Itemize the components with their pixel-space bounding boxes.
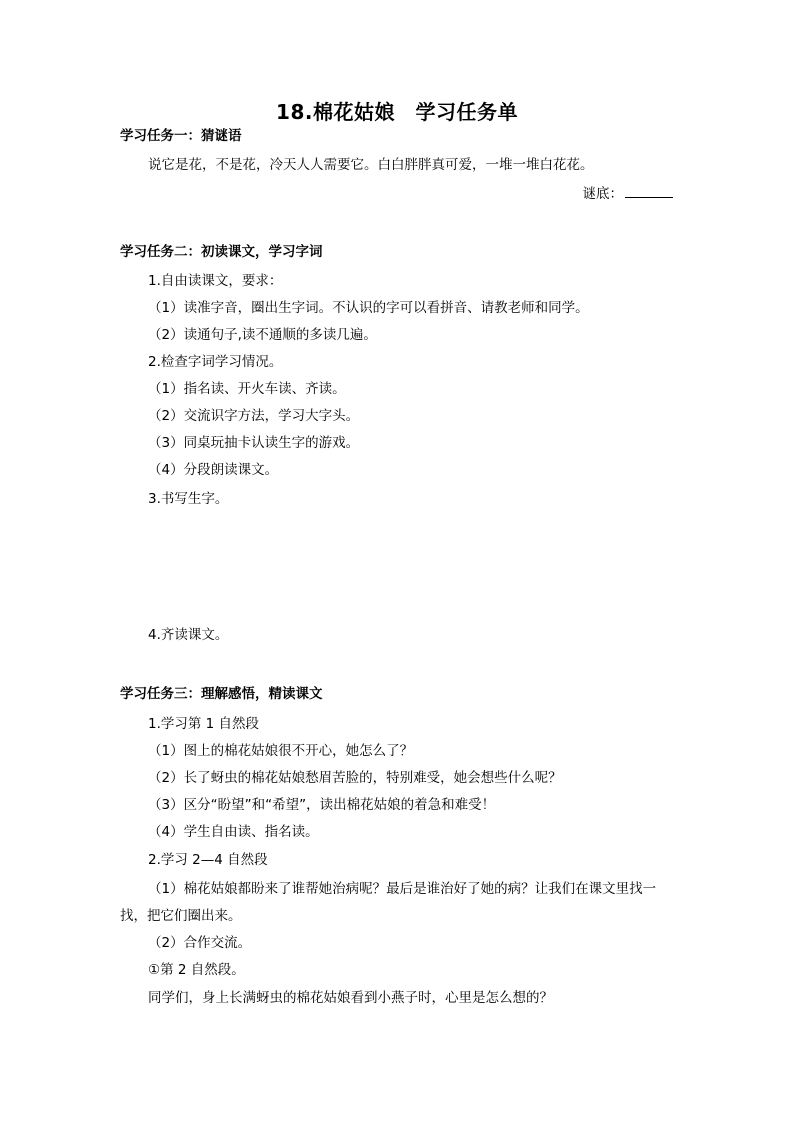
task2-line: （3）同桌玩抽卡认读生字的游戏。	[148, 435, 360, 451]
riddle-text: 说它是花，不是花，冷天人人需要它。白白胖胖真可爱，一堆一堆白花花。	[148, 157, 594, 173]
task2-line: （2）交流识字方法，学习大字头。	[148, 408, 360, 424]
task2-heading: 学习任务二：初读课文，学习字词	[120, 244, 323, 260]
task2-line: 3.书写生字。	[148, 491, 229, 507]
page-title: 18.棉花姑娘 学习任务单	[276, 100, 518, 124]
riddle-answer	[583, 184, 674, 204]
task3-line: ①第 2 自然段。	[148, 962, 245, 978]
task2-line: 2.检查字词学习情况。	[148, 354, 283, 370]
task3-line: 找，把它们圈出来。	[120, 908, 242, 924]
task3-heading: 学习任务三：理解感悟，精读课文	[120, 686, 323, 702]
task3-line: （3）区分“盼望”和“希望”，读出棉花姑娘的着急和难受！	[148, 797, 496, 813]
task1-heading: 学习任务一：猜谜语	[120, 128, 242, 144]
task3-line: （1）棉花姑娘都盼来了谁帮她治病呢？最后是谁治好了她的病？让我们在课文里找一	[148, 881, 657, 897]
task2-last-line: 4.齐读课文。	[148, 627, 229, 643]
task3-line: （2）长了蚜虫的棉花姑娘愁眉苦脸的，特别难受，她会想些什么呢？	[148, 770, 562, 786]
task3-line: 2.学习 2—4 自然段	[148, 852, 268, 868]
task2-line: 1.自由读课文，要求：	[148, 273, 283, 289]
task3-line: 同学们，身上长满蚜虫的棉花姑娘看到小燕子时，心里是怎么想的？	[148, 990, 553, 1006]
task3-line: 1.学习第 1 自然段	[148, 716, 260, 732]
task2-line: （2）读通句子,读不通顺的多读几遍。	[148, 327, 377, 343]
task2-line: （1）读准字音，圈出生字词。不认识的字可以看拼音、请教老师和同学。	[148, 300, 589, 316]
task2-line: （1）指名读、开火车读、齐读。	[148, 381, 346, 397]
task2-line: （4）分段朗读课文。	[148, 462, 279, 478]
riddle-answer-label: 谜底：	[582, 186, 623, 202]
task3-line: （4）学生自由读、指名读。	[148, 824, 319, 840]
task3-line: （1）图上的棉花姑娘很不开心，她怎么了？	[148, 743, 414, 759]
riddle-answer-blank[interactable]	[625, 184, 673, 198]
task3-line: （2）合作交流。	[148, 935, 252, 951]
